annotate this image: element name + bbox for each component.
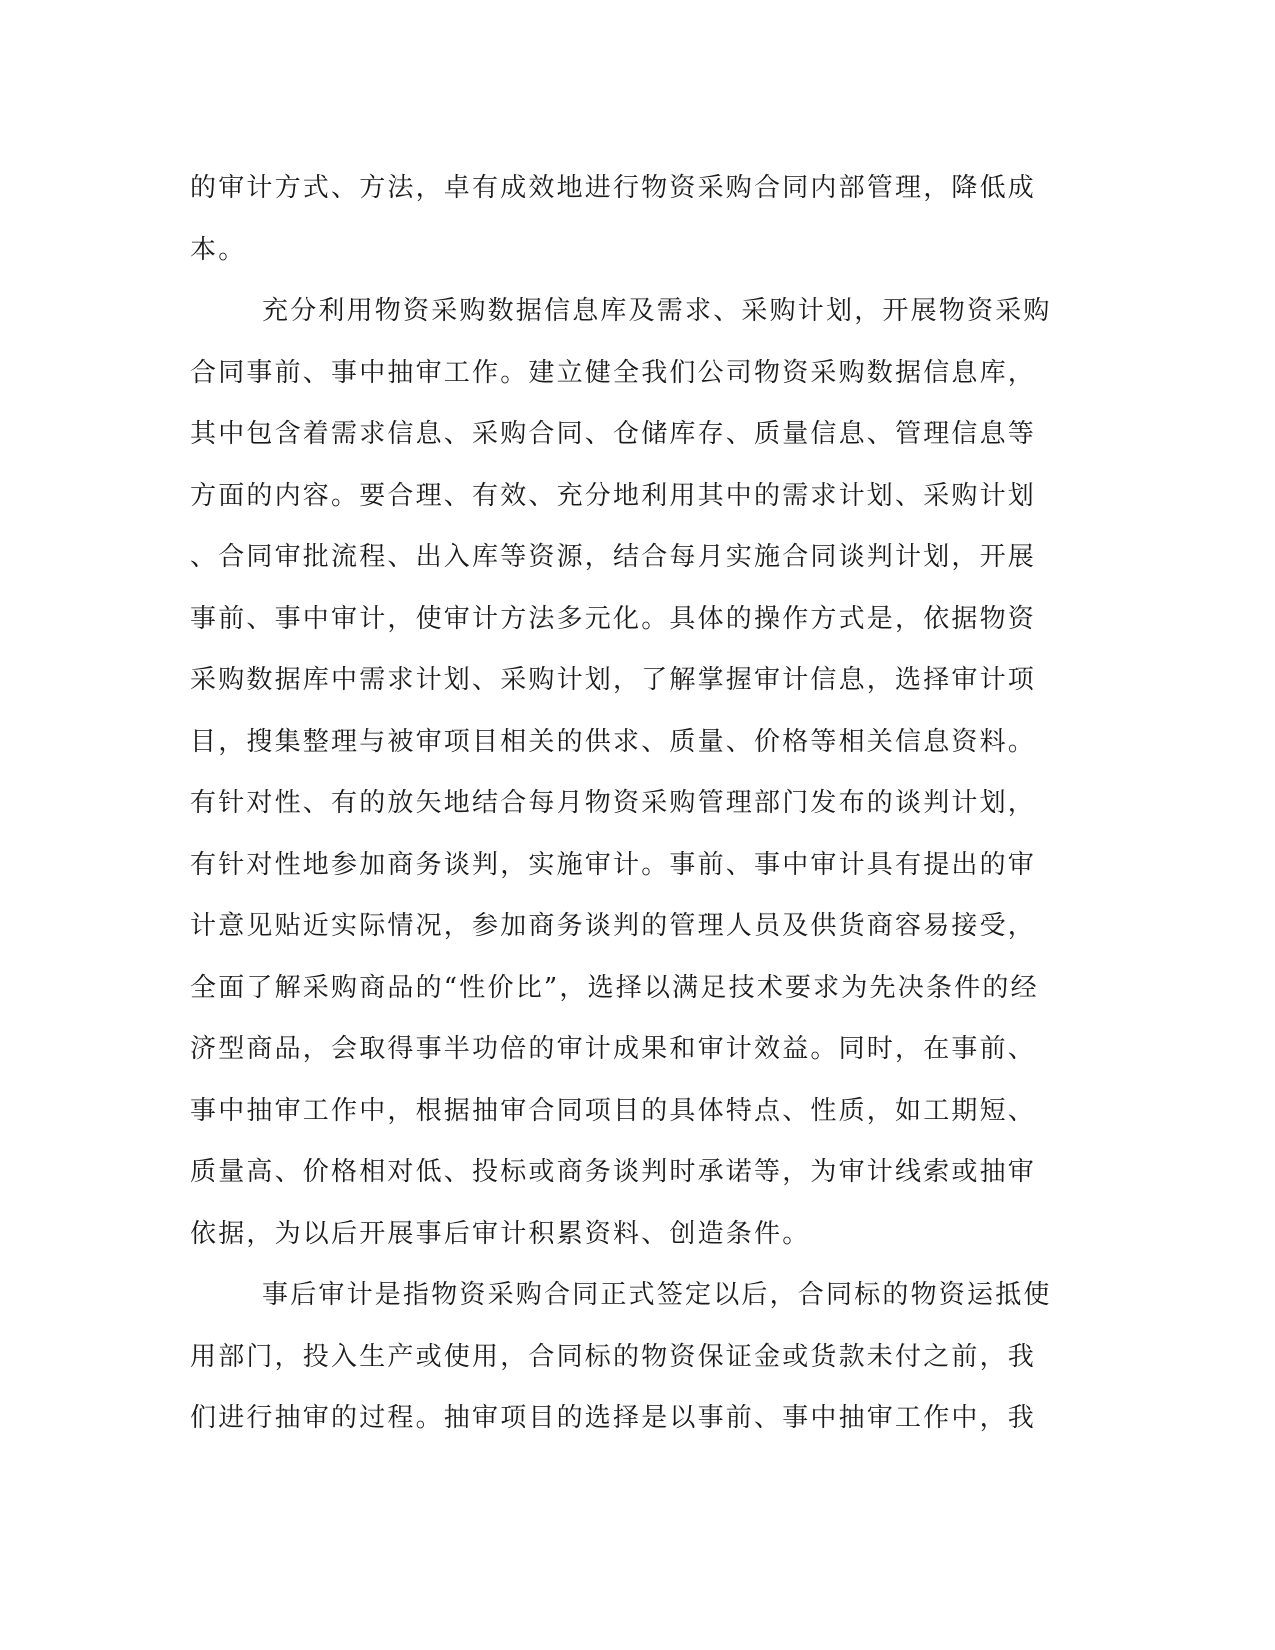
- text-line: 事前、事中审计，使审计方法多元化。具体的操作方式是，依据物资: [190, 603, 1037, 634]
- body-text: [190, 158, 1090, 1450]
- text-line: 计意见贴近实际情况，参加商务谈判的管理人员及供货商容易接受，: [190, 911, 1037, 941]
- text-line: 方面的内容。要合理、有效、充分地利用其中的需求计划、采购计划: [190, 480, 1037, 511]
- text-line: 依据，为以后开展事后审计积累资料、创造条件。: [190, 1218, 811, 1249]
- text-line: 事中抽审工作中，根据抽审合同项目的具体特点、性质，如工期短、: [190, 1095, 1037, 1126]
- text-line: 目，搜集整理与被审项目相关的供求、质量、价格等相关信息资料。: [190, 726, 1037, 757]
- text-line: 的审计方式、方法，卓有成效地进行物资采购合同内部管理，降低成: [190, 173, 1037, 203]
- text-line: 用部门，投入生产或使用，合同标的物资保证金或货款未付之前，我: [190, 1341, 1037, 1372]
- text-line: 、合同审批流程、出入库等资源，结合每月实施合同谈判计划，开展: [190, 542, 1037, 572]
- text-line: 事后审计是指物资采购合同正式签定以后，合同标的物资运抵使: [262, 1280, 1052, 1310]
- text-line: 济型商品，会取得事半功倍的审计成果和审计效益。同时，在事前、: [190, 1034, 1037, 1064]
- text-line: 其中包含着需求信息、采购合同、仓储库存、质量信息、管理信息等: [190, 419, 1037, 449]
- text-line: 本。: [190, 234, 247, 265]
- text-line: 们进行抽审的过程。抽审项目的选择是以事前、事中抽审工作中，我: [190, 1403, 1037, 1433]
- text-line: 合同事前、事中抽审工作。建立健全我们公司物资采购数据信息库，: [190, 357, 1037, 388]
- text-line: 有针对性、有的放矢地结合每月物资采购管理部门发布的谈判计划，: [190, 788, 1037, 818]
- text-line: 质量高、价格相对低、投标或商务谈判时承诺等，为审计线索或抽审: [190, 1157, 1037, 1187]
- text-line: 充分利用物资采购数据信息库及需求、采购计划，开展物资采购: [262, 296, 1052, 326]
- text-line: 有针对性地参加商务谈判，实施审计。事前、事中审计具有提出的审: [190, 849, 1037, 880]
- text-line: 全面了解采购商品的“性价比”，选择以满足技术要求为先决条件的经: [190, 972, 1039, 1003]
- text-line: 采购数据库中需求计划、采购计划，了解掌握审计信息，选择审计项: [190, 665, 1037, 695]
